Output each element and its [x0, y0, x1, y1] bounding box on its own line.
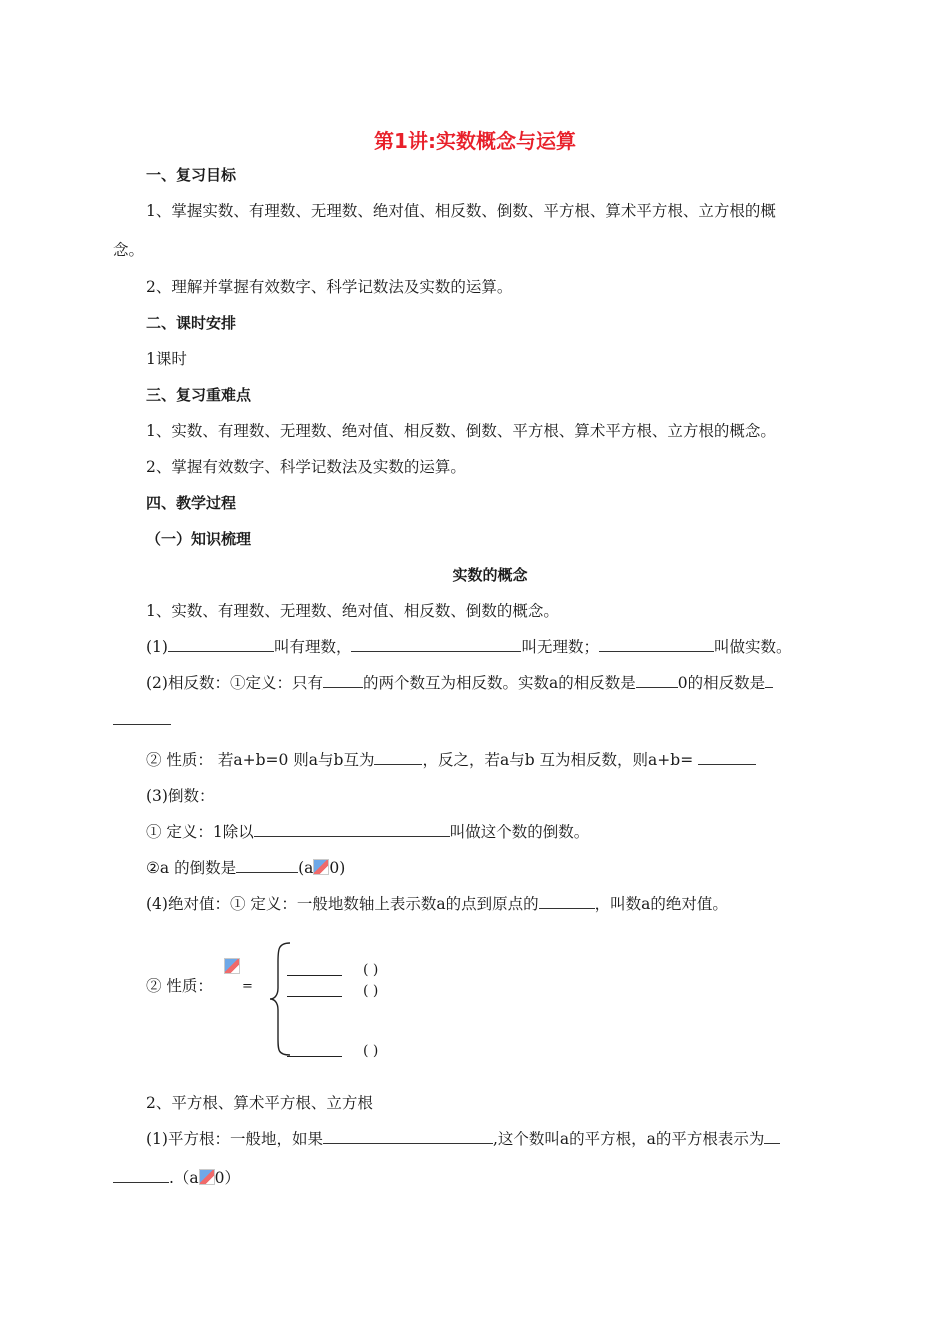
square-root-def — [146, 1129, 780, 1149]
opposite-def: (2)相反数：①定义：只有 — [146, 674, 323, 692]
concept-1-1 — [146, 637, 792, 657]
opposite-property-text-2: ，反之，若a与b 互为相反数，则a+b= — [422, 751, 694, 769]
blank-real[interactable] — [599, 637, 714, 652]
absolute-property-label — [146, 976, 213, 996]
concept-opposite — [146, 673, 773, 693]
opposite-text: 的两个数互为相反数。实数a的相反数是 — [362, 674, 636, 692]
broken-image-icon — [199, 1169, 215, 1185]
goal-item-2: 2、理解并掌握有效数字、科学记数法及实数的运算。 — [146, 278, 513, 296]
subheading-knowledge: （一）知识梳理 — [146, 530, 252, 548]
square-root-cond-open: .（a — [169, 1169, 199, 1187]
blank-opposite-4[interactable] — [374, 750, 422, 765]
heading-review-goals: 一、复习目标 — [146, 166, 237, 184]
property-blank-2[interactable] — [287, 996, 342, 997]
concept-1-1-real: 叫做实数。 — [714, 638, 792, 656]
goal-item-1: 1、掌握实数、有理数、无理数、绝对值、相反数、倒数、平方根、算术平方根、立方根的概 — [146, 202, 776, 220]
blank-opposite-1[interactable] — [323, 673, 363, 688]
heading-key-points: 三、复习重难点 — [146, 386, 252, 404]
reciprocal-cond-close: 0) — [329, 859, 346, 877]
reciprocal-def-text-2: 叫做这个数的倒数。 — [449, 823, 590, 841]
concept-title: 实数的概念 — [452, 566, 528, 584]
reciprocal-of-a — [146, 858, 345, 878]
blank-opposite-3[interactable] — [765, 673, 773, 688]
concept-absolute — [146, 894, 728, 914]
concept-1-1-prefix: (1) — [146, 638, 168, 656]
reciprocal-of-a-text: ②a 的倒数是 — [146, 859, 237, 877]
blank-square-root-2-cont[interactable] — [113, 1168, 169, 1183]
heading-schedule: 二、课时安排 — [146, 314, 237, 332]
square-root-cond-close: 0） — [214, 1169, 241, 1187]
absolute-property-text: ② 性质： — [146, 977, 213, 995]
broken-image-icon — [224, 958, 240, 974]
concept-1-1-rational: 叫有理数， — [273, 638, 352, 656]
blank-square-root-1[interactable] — [323, 1129, 493, 1144]
absolute-def-text-2: ，叫数a的绝对值。 — [594, 895, 728, 913]
brace-icon — [268, 940, 298, 1058]
concept-reciprocal: (3)倒数： — [146, 787, 215, 805]
blank-reciprocal-2[interactable] — [236, 858, 298, 873]
absolute-def-text: (4)绝对值：① 定义：一般地数轴上表示数a的点到原点的 — [146, 895, 539, 913]
blank-opposite-5[interactable] — [698, 750, 756, 765]
goal-item-1-cont: 念。 — [113, 241, 145, 259]
blank-irrational[interactable] — [351, 637, 521, 652]
key-point-1: 1、实数、有理数、无理数、绝对值、相反数、倒数、平方根、算术平方根、立方根的概念。 — [146, 422, 776, 440]
property-cond-1: ( ) — [363, 962, 379, 978]
opposite-property-text: ② 性质： 若a+b=0 则a与b互为 — [146, 751, 375, 769]
concept-1-1-irrational: 叫无理数； — [521, 638, 599, 656]
schedule-text: 1课时 — [146, 350, 187, 368]
absolute-equals: = — [242, 979, 253, 994]
reciprocal-def — [146, 822, 589, 842]
square-root-heading: 2、平方根、算术平方根、立方根 — [146, 1094, 373, 1112]
property-cond-2: ( ) — [363, 983, 379, 999]
blank-reciprocal-1[interactable] — [254, 822, 450, 837]
concept-opposite-cont — [113, 710, 171, 730]
key-point-2: 2、掌握有效数字、科学记数法及实数的运算。 — [146, 458, 466, 476]
concept-opposite-property — [146, 750, 756, 770]
property-blank-1[interactable] — [287, 975, 342, 976]
blank-rational[interactable] — [168, 637, 274, 652]
property-cond-3: ( ) — [363, 1043, 379, 1059]
property-blank-3[interactable] — [287, 1056, 342, 1057]
blank-opposite-3-cont[interactable] — [113, 710, 171, 725]
opposite-zero: 0的相反数是 — [677, 674, 766, 692]
document-title: 第1讲:实数概念与运算 — [374, 129, 576, 153]
reciprocal-def-text: ① 定义：1除以 — [146, 823, 254, 841]
reciprocal-cond-open: (a — [298, 859, 314, 877]
broken-image-icon — [313, 859, 329, 875]
square-root-def-cont — [113, 1168, 240, 1188]
square-root-def-text: (1)平方根：一般地，如果 — [146, 1130, 323, 1148]
blank-opposite-2[interactable] — [636, 673, 678, 688]
blank-absolute[interactable] — [539, 894, 595, 909]
concept-1: 1、实数、有理数、无理数、绝对值、相反数、倒数的概念。 — [146, 602, 559, 620]
heading-teaching-process: 四、教学过程 — [146, 494, 237, 512]
blank-square-root-2[interactable] — [764, 1129, 780, 1144]
square-root-def-text-2: ,这个数叫a的平方根，a的平方根表示为 — [492, 1130, 765, 1148]
